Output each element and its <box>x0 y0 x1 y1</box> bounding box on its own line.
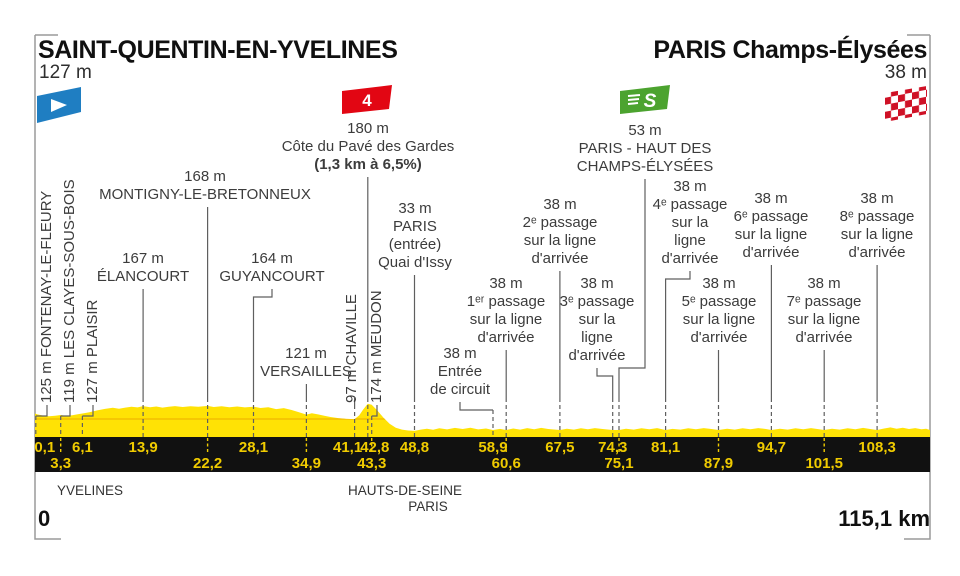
landmark-label-line: 38 m <box>807 275 841 292</box>
intermediate-sprint-icon <box>619 84 673 118</box>
landmark-label-line: sur la ligne <box>840 226 914 243</box>
landmark-label-line: 6ᵉ passage <box>733 208 809 225</box>
km-marker: 28,1 <box>238 439 269 456</box>
landmark-label-line: CHAMPS-ÉLYSÉES <box>576 158 714 175</box>
landmark-label <box>734 190 809 262</box>
landmark-label-line: 33 m <box>398 200 432 217</box>
km-marker: 58,9 <box>478 439 508 456</box>
km-marker: 0,1 <box>34 439 56 456</box>
landmark-label-line: d'arrivée <box>531 250 589 267</box>
landmark-label-line: 38 m <box>860 190 894 207</box>
landmark-label: 127 m PLAISIR <box>84 299 101 403</box>
landmark-label-line: Entrée <box>437 363 483 380</box>
landmark-label-line: 38 m <box>489 275 523 292</box>
landmark-label-line: sur la ligne <box>523 232 597 249</box>
landmark-label-line: (1,3 km à 6,5%) <box>314 156 422 173</box>
landmark-label-line: VERSAILLES <box>260 363 352 380</box>
km-marker: 87,9 <box>703 455 734 472</box>
landmark-label-line: MONTIGNY-LE-BRETONNEUX <box>99 186 311 203</box>
landmark-label <box>523 196 598 268</box>
landmark-label-line: 38 m <box>543 196 577 213</box>
landmark-label-line: 38 m <box>702 275 736 292</box>
landmark-label-line: 38 m <box>673 178 707 195</box>
landmark-label-line: 53 m <box>628 122 662 139</box>
km-marker: 6,1 <box>71 439 93 456</box>
km-marker: 108,3 <box>858 439 896 456</box>
landmark-label-line: 38 m <box>443 345 477 362</box>
landmark-label-line: 167 m <box>122 250 164 267</box>
landmark-label <box>219 250 324 286</box>
landmark-label-line: sur la <box>578 311 616 328</box>
landmark-label-line: 8ᵉ passage <box>839 208 915 225</box>
landmark-label-line: 4ᵉ passage <box>652 196 728 213</box>
landmark-label-line: de circuit <box>429 381 491 398</box>
km-marker: 22,2 <box>193 455 223 472</box>
landmark-label-line: sur la ligne <box>787 311 861 328</box>
landmark-label-line: 180 m <box>347 120 389 137</box>
landmark-label <box>378 200 452 272</box>
finish-elevation: 38 m <box>884 62 927 83</box>
climb-category-number: 4 <box>362 91 372 110</box>
landmark-label: 174 m MEUDON <box>368 290 385 403</box>
landmark-label-line: 3ᵉ passage <box>559 293 635 310</box>
km-marker: 43,3 <box>357 455 387 472</box>
landmark-label-line: Côte du Pavé des Gardes <box>281 138 455 155</box>
landmark-label-line: sur la ligne <box>469 311 543 328</box>
landmark-label-line: 164 m <box>251 250 293 267</box>
department-yvelines-label: YVELINES <box>57 483 124 498</box>
sprint-label <box>577 122 713 176</box>
landmark-label <box>840 190 915 262</box>
km-marker: 101,5 <box>805 455 844 472</box>
landmark-label-line: ligne <box>674 232 706 249</box>
landmark-label <box>97 250 189 286</box>
elevation-profile-area <box>35 404 930 437</box>
sprint-letter: S <box>643 91 657 112</box>
landmark-label-line: d'arrivée <box>477 329 535 346</box>
start-elevation: 127 m <box>39 62 92 83</box>
landmark-label-line: d'arrivée <box>742 244 800 261</box>
km-marker: 94,7 <box>756 439 786 456</box>
landmark-label <box>653 178 728 268</box>
landmark-label <box>260 345 352 381</box>
landmark-label-line: 38 m <box>754 190 788 207</box>
landmark-label-line: sur la <box>671 214 709 231</box>
km-marker: 48,8 <box>399 439 430 456</box>
landmark-label-line: d'arrivée <box>795 329 853 346</box>
landmark-label: 125 m FONTENAY-LE-FLEURY <box>38 190 55 403</box>
landmark-label-line: PARIS <box>393 218 437 235</box>
landmark-label-line: 1ᵉʳ passage <box>466 293 546 310</box>
km-marker: 34,9 <box>291 455 321 472</box>
department-hauts-de-seine-label: HAUTS-DE-SEINE <box>347 483 463 498</box>
landmark-label <box>560 275 635 365</box>
landmark-label-line: d'arrivée <box>568 347 626 364</box>
landmark-label <box>99 168 311 204</box>
finish-location-name: PARIS Champs-Élysées <box>653 36 927 64</box>
km-marker: 3,3 <box>50 455 72 472</box>
landmark-label-line: 7ᵉ passage <box>786 293 862 310</box>
climb-label <box>282 120 455 174</box>
leader-line <box>254 289 273 398</box>
landmark-label <box>467 275 545 347</box>
landmark-label <box>682 275 757 347</box>
landmark-label-line: PARIS - HAUT DES <box>578 140 712 157</box>
landmark-label-line: sur la ligne <box>682 311 756 328</box>
km-marker: 81,1 <box>651 439 681 456</box>
km-marker: 41,1 <box>332 439 363 456</box>
finish-flag-icon <box>884 84 930 126</box>
km-marker: 74,3 <box>598 439 628 456</box>
landmark-label-line: d'arrivée <box>661 250 719 267</box>
landmark-label-line: 168 m <box>184 168 226 185</box>
landmark-label: 97 m CHAVILLE <box>343 294 360 403</box>
landmark-label-line: (entrée) <box>388 236 442 253</box>
km-marker: 60,6 <box>491 455 521 472</box>
leader-line <box>36 405 47 416</box>
start-km-label: 0 <box>38 506 51 531</box>
leader-line <box>460 402 493 410</box>
km-marker: 75,1 <box>604 455 634 472</box>
landmark-label-line: d'arrivée <box>848 244 906 261</box>
leader-line <box>61 405 70 416</box>
landmark-label-line: sur la ligne <box>734 226 808 243</box>
landmark-label-line: Quai d'Issy <box>378 254 452 271</box>
landmark-label-line: 121 m <box>285 345 327 362</box>
landmark-label-line: ligne <box>581 329 613 346</box>
landmark-label-line: ÉLANCOURT <box>96 268 190 285</box>
total-distance-label: 115,1 km <box>838 506 930 531</box>
landmark-label-line: 5ᵉ passage <box>681 293 757 310</box>
landmark-label <box>787 275 862 347</box>
km-marker: 67,5 <box>545 439 575 456</box>
leader-line <box>597 368 613 398</box>
landmark-label: 119 m LES CLAYES-SOUS-BOIS <box>61 179 78 403</box>
landmark-label <box>430 345 490 399</box>
landmark-label-line: d'arrivée <box>690 329 748 346</box>
start-location-name: SAINT-QUENTIN-EN-YVELINES <box>38 36 398 64</box>
landmark-label-line: 38 m <box>580 275 614 292</box>
start-flag-icon <box>36 85 84 127</box>
landmark-label-line: 2ᵉ passage <box>522 214 598 231</box>
km-marker: 42,8 <box>360 439 390 456</box>
department-paris-label: PARIS <box>408 499 448 514</box>
landmark-label-line: GUYANCOURT <box>219 268 325 285</box>
km-marker: 13,9 <box>128 439 158 456</box>
category-4-climb-icon <box>341 84 395 118</box>
